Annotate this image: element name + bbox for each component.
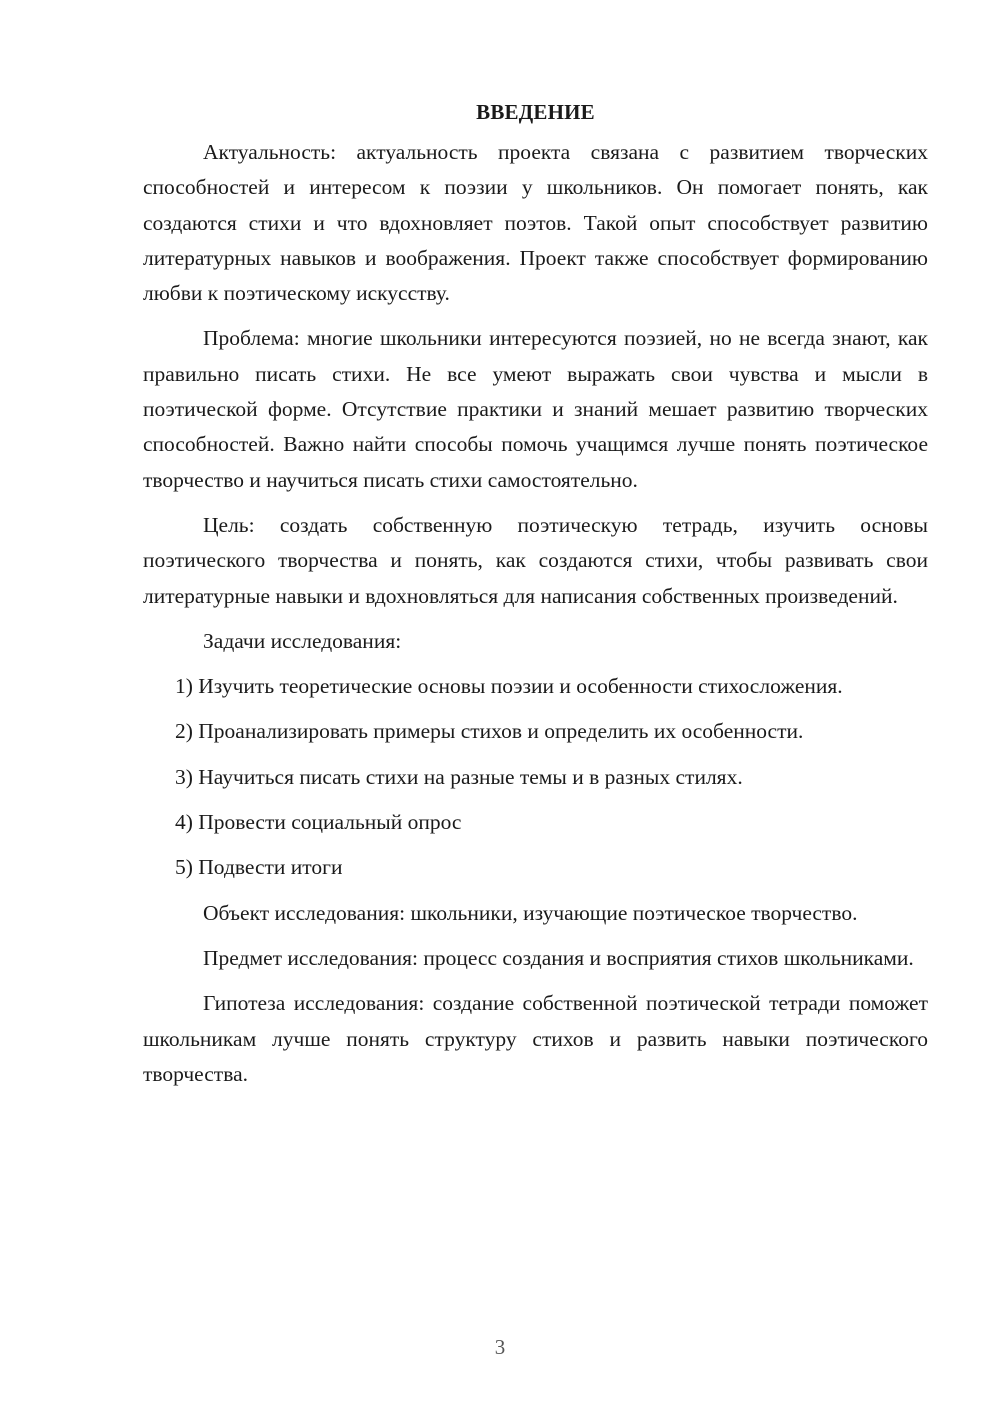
paragraph-gap [143,976,928,986]
paragraph-gap [143,311,928,321]
goal-paragraph: Цель: создать собственную поэтическую тетрадь, изучить основы поэтического творчества и понять, как создаются стихи, чтобы развивать свои литературные навыки и вдохновляться для написания собственных произведений. [143,512,928,608]
task-item-1: 1) Изучить теоретические основы поэзии и особенности стихосложения. [175,674,843,699]
subject-paragraph: Предмет исследования: процесс создания и восприятия стихов школьниками. [203,945,914,970]
paragraph-gap [143,931,928,941]
task-item-5: 5) Подвести итоги [175,855,343,880]
paragraph-gap [143,614,928,624]
tasks-heading: Задачи исследования: [203,628,402,653]
task-item-2: 2) Проанализировать примеры стихов и определить их особенности. [175,719,804,744]
paragraph-gap [143,886,928,896]
paragraph-gap [143,498,928,508]
page-number: 3 [494,1335,506,1359]
task-item-4: 4) Провести социальный опрос [175,810,462,835]
problem-paragraph: Проблема: многие школьники интересуются поэзией, но не всегда знают, как правильно писать стихи. Не все умеют выражать свои чувства и мысли в поэтической форме. Отсутствие практики и знаний мешает развитию творческих способностей. Важно найти способы помочь учащимся лучше понять поэтическое творчество и научиться писать стихи самостоятельно. [143,326,928,492]
task-item-3: 3) Научиться писать стихи на разные темы и в разных стилях. [175,764,743,789]
object-paragraph: Объект исследования: школьники, изучающие поэтическое творчество. [203,900,858,925]
relevance-paragraph: Актуальность: актуальность проекта связана с развитием творческих способностей и интересом к поэзии у школьников. Он помогает понять, как создаются стихи и что вдохновляет поэтов. Такой опыт способствует развитию литературных навыков и воображения. Проект также способствует формированию любви к поэтическому искусству. [143,140,928,306]
hypothesis-paragraph: Гипотеза исследования: создание собственной поэтической тетради поможет школьникам лучше понять структуру стихов и развить навыки поэтического творчества. [143,991,928,1086]
page-title: ВВЕДЕНИЕ [476,100,595,124]
document-page [143,94,928,1092]
